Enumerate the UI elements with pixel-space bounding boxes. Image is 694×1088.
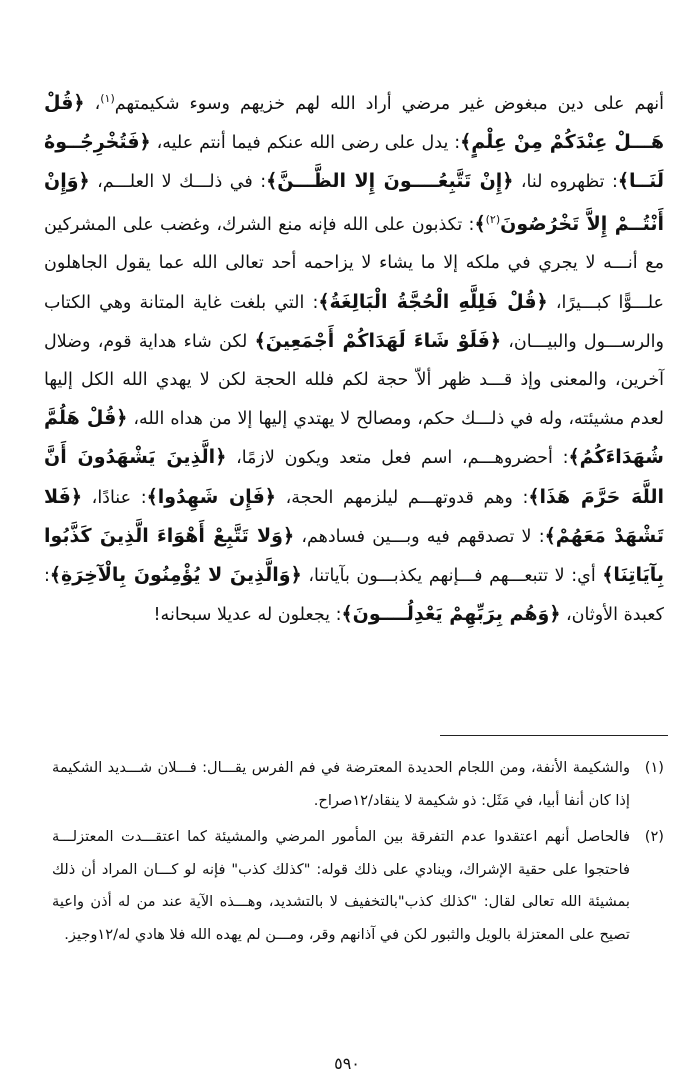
footnote-2-text: فالحاصل أنهم اعتقدوا عدم التفرقة بين المأمور المرضي والمشيئة كما اعتقـــدت المعتزلـــة فاحتجوا على حقية الإشراك، وينادي على ذلك قوله: "كذلك كذب" فإنه لو كـــان المراد أن ذلك بمشيئة الله تعالى لقال: "كذلك كذب"بالتخفيف لا بالتشديد، وهـــذه الآية عند من له أذن واعية تصيح على المعتزلة بالويل والثبور لكن في آذانهم وقر، ومـــن لم يهده الله فلا هادي له/١٢وجيز. (52, 828, 630, 943)
commentary-text: : يدل على رضى الله عنكم فيما أنتم عليه، (150, 133, 461, 154)
footnote-2 (52, 821, 664, 951)
commentary-text: : في ذلـــك لا العلـــم، (89, 172, 267, 193)
commentary-text: : لا تصدقهم فيه وبـــين فسادهم، (294, 526, 545, 547)
commentary-text: ، (84, 93, 101, 114)
commentary-text: : تظهروه لنا، (513, 172, 618, 193)
footnote-divider (440, 735, 668, 736)
footnote-reference: (٢) (485, 213, 501, 227)
commentary-text: : أحضروهـــم، اسم فعل متعد ويكون لازمًا، (226, 448, 569, 469)
quranic-verse: ﴿الَّذِينَ يَشْهَدُونَ أَنَّ اللَّهَ حَرَّمَ هَذَا﴾ (44, 446, 664, 508)
commentary-text: أنهم على دين مبغوض غير مرضي أراد الله لهم خزيهم وسوء شكيمتهم (114, 93, 664, 114)
quranic-verse: ﴿قُلْ فَلِلَّهِ الْحُجَّةُ الْبَالِغَةُ﴾ (318, 290, 548, 313)
quranic-verse: ﴿فَإِن شَهِدُوا﴾ (146, 485, 276, 508)
body-paragraph (44, 80, 664, 635)
footnote-1 (52, 752, 664, 817)
quranic-verse: ﴾ (474, 213, 486, 236)
quranic-verse: ﴿قُلْ هَـــلْ عِنْدَكُمْ مِنْ عِلْمٍ﴾ (44, 91, 664, 154)
quranic-verse: ﴿وَلا تَتَّبِعْ أَهْوَاءَ الَّذِينَ كَذَّبُوا بِآيَاتِنَا﴾ (44, 524, 664, 587)
commentary-text: : تكذبون على الله فإنه منع الشرك، وغضب على المشركين مع أنـــه لا يجري في ملكه إلا ما يشاء لا يزاحمه أحد تعالى الله عما يقول الجاهلون علـــوًّا كبـــيرًا، (44, 215, 665, 313)
quranic-verse: ﴿وَهُم بِرَبِّهِمْ يَعْدِلُــــونَ﴾ (341, 603, 561, 626)
quranic-verse: ﴿فَتُخْرِجُــوهُ لَنَــا﴾ (44, 131, 664, 193)
quranic-verse: ﴿فَلا تَشْهَدْ مَعَهُمْ﴾ (44, 485, 665, 547)
commentary-text: : يجعلون له عديلا سبحانه! (153, 605, 342, 626)
quranic-verse: ﴿قُلْ هَلُمَّ شُهَدَاءَكُمُ﴾ (44, 407, 664, 469)
quranic-verse: ﴿فَلَوْ شَاءَ لَهَدَاكُمْ أَجْمَعِينَ﴾ (254, 329, 501, 352)
quranic-verse: ﴿وَإِنْ أَنْتُــمْ إِلاَّ تَخْرُصُونَ (44, 170, 664, 236)
footnotes-section (52, 752, 664, 955)
quranic-verse: ﴿وَالَّذِينَ لا يُؤْمِنُونَ بِالْآخِرَةِ﴾ (49, 564, 302, 587)
commentary-text: أي: لا تتبعـــهم فـــإنهم يكذبـــون بآياتنا، (301, 566, 603, 587)
main-body-text (44, 80, 664, 635)
footnote-reference: (١) (100, 92, 115, 105)
quranic-verse: ﴿إِنْ تَتَّبِعُــــونَ إِلا الظَّـــنَّ﴾ (266, 170, 514, 193)
commentary-text: : عنادًا، (82, 487, 147, 508)
footnote-1-text: والشكيمة الأنفة، ومن اللجام الحديدة المعترضة في فم الفرس يقـــال: فـــلان شـــديد الشكيمة إذا كان أنفا أبيا، في مَثَل: ذو شكيمة لا ينقاد/١٢صراح. (52, 759, 630, 809)
commentary-text: : التي بلغت غاية المتانة وهي الكتاب والرســـول والبيـــان، (44, 292, 664, 352)
commentary-text: : وهم قدوتهـــم ليلزمهم الحجة، (275, 487, 529, 508)
footnote-1-number: (١) (644, 759, 664, 776)
page-number: ٥٩٠ (334, 1054, 360, 1073)
footnote-2-number: (٢) (644, 828, 664, 845)
commentary-text: لكن شاء هداية قوم، وضلال آخرين، والمعنى وإذ قـــد ظهر ألاّ حجة لكم فلله الحجة لكن لا يهدي الله الكل إليها لعدم مشيئته، وله في ذلـــك حكم، ومصالح لا يهتدي إليها إلا من هداه الله، (44, 331, 664, 430)
commentary-text: : كعبدة الأوثان، (44, 566, 664, 626)
